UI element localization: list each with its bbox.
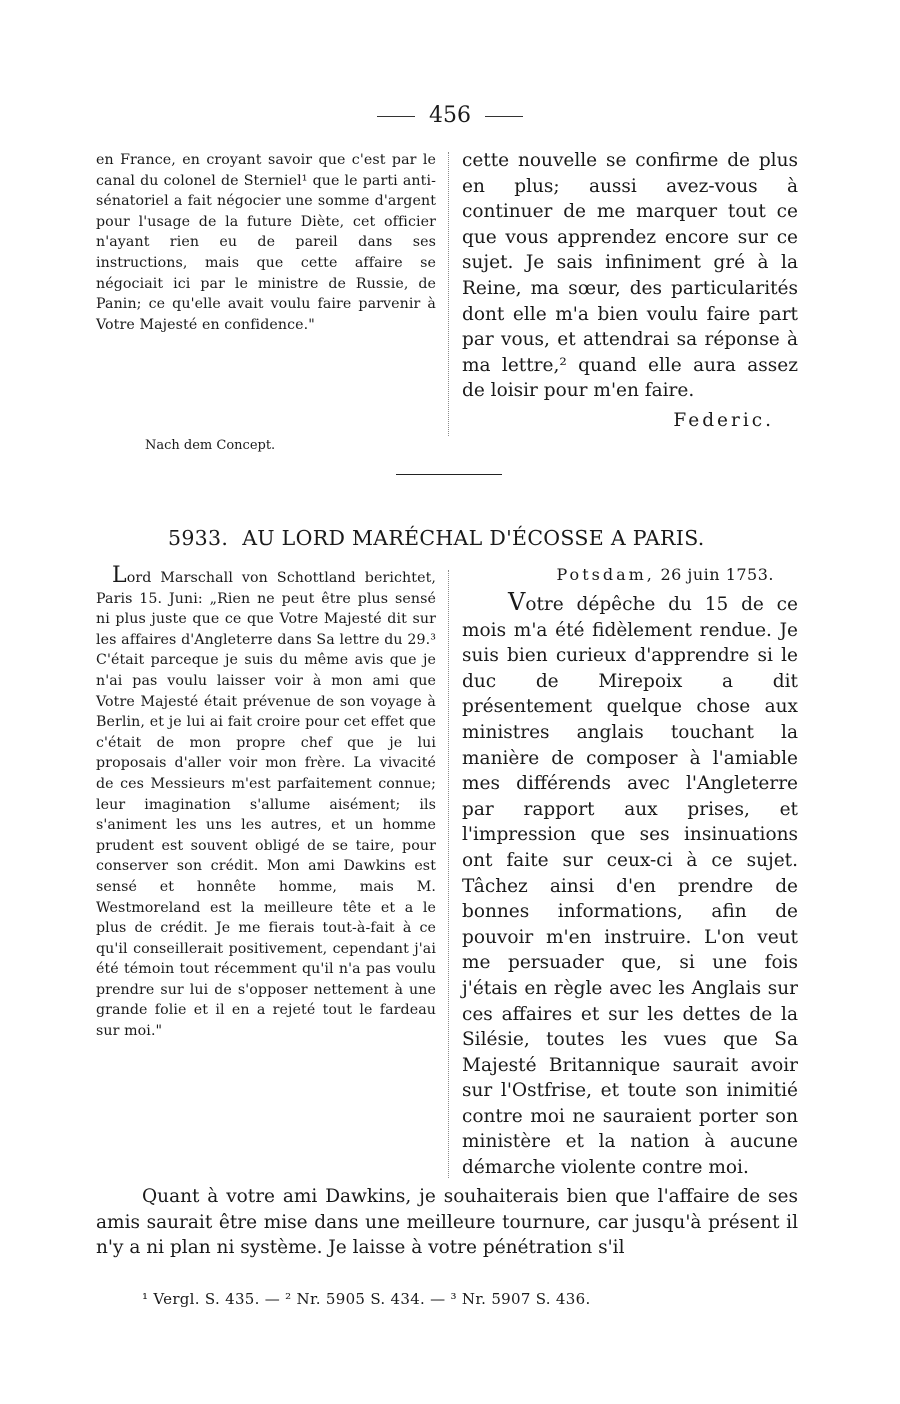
- letter-title: AU LORD MARÉCHAL D'ÉCOSSE A PARIS.: [242, 526, 705, 550]
- full-width-text: [96, 1184, 798, 1261]
- top-left-text: en France, en croyant savoir que c'est par le canal du colonel de Sterniel¹ que le parti anti-sénatoriel a fait négocier une somme d'argent pour l'usage de la future Diète, cet officier n'ayant rien eu de pareil dans ses instructions, mais que cette affaire se négociait ici par le ministre de Russie, de Panin; ce qu'elle avait voulu faire parvenir à Votre Majesté en confidence.": [96, 152, 436, 333]
- top-right-column: [462, 148, 798, 404]
- reply-paragraph: [462, 590, 798, 1181]
- report-column: [96, 563, 436, 1042]
- report-text: ord Marschall von Schottland berichtet, Paris 15. Juni: „Rien ne peut être plus sensé ni plus juste que ce que Votre Majesté dit sur les affaires d'Angleterre dans Sa lettre du 29.³ C'était parceque je suis du même avis que je n'ai pas voulu laisser voir à mon ami que Votre Majesté était prévenue de son voyage à Berlin, et je lui ai fait croire pour cet effet que c'était de mon propre chef que je lui proposais d'aller voir mon frère. La vivacité de ces Messieurs m'est parfaitement connue; leur imagination s'allume aisément; ils s'animent les uns les autres, et un homme prudent est souvent obligé de se taire, pour conserver son crédit. Mon ami Dawkins est sensé et honnête homme, mais M. Westmoreland est la meilleure tête et a le plus de crédit. Je me fierais tout-à-fait à ce qu'il conseillerait positivement, cependant j'ai été témoin tout récemment qu'il n'a pas voulu prendre sur lui de s'opposer nettement à une grande folie et il en a rejeté tout le fardeau sur moi.": [96, 570, 436, 1040]
- left-dash: [377, 116, 415, 117]
- dateline-date: 26 juin 1753.: [660, 565, 774, 584]
- page-number-line: [0, 103, 900, 128]
- concept-note: Nach dem Concept.: [145, 438, 276, 453]
- letter-column-divider: [448, 570, 449, 1178]
- dateline-place: Potsdam,: [556, 565, 655, 584]
- top-left-column: [96, 150, 436, 335]
- footnotes: ¹ Vergl. S. 435. — ² Nr. 5905 S. 434. — ³ Nr. 5907 S. 436.: [142, 1290, 591, 1308]
- report-paragraph: [96, 563, 436, 1042]
- letter-number: 5933.: [168, 526, 229, 550]
- top-column-divider: [448, 152, 449, 436]
- letter-heading: [168, 526, 705, 550]
- section-separator: [396, 474, 502, 475]
- reply-text: otre dépêche du 15 de ce mois m'a été fidèlement rendue. Je suis bien curieux d'apprendre si le duc de Mirepoix a dit présentement quelque chose aux ministres anglais touchant la manière de composer à l'amiable mes différends avec l'Angleterre par rapport aux prises, et l'impression que ses insinuations ont faite sur ceux-ci à ce sujet. Tâchez ainsi d'en prendre de bonnes informations, afin de pouvoir m'en instruire. L'on veut me persuader que, si une fois j'étais en règle avec les Anglais sur ces affaires et sur les dettes de la Silésie, toutes les vues que Sa Majesté Britannique saurait avoir sur l'Ostfrise, et toute son inimitié contre moi ne sauraient porter son ministère et la nation à aucune démarche violente contre moi.: [462, 594, 798, 1179]
- right-dash: [485, 116, 523, 117]
- page-number: 456: [429, 103, 471, 128]
- report-initial: L: [112, 563, 127, 588]
- dateline: [462, 565, 774, 584]
- reply-initial: V: [508, 588, 526, 616]
- reply-column: [462, 590, 798, 1181]
- top-right-text: cette nouvelle se confirme de plus en plus; aussi avez-vous à continuer de me marquer tout ce que vous apprendez encore sur ce sujet. Je sais infiniment gré à la Reine, ma sœur, des particularités dont elle m'a bien voulu faire part par vous, et attendrai sa réponse à ma lettre,² quand elle aura assez de loisir pour m'en faire.: [462, 150, 798, 402]
- signature: Federic.: [673, 410, 774, 431]
- full-width-paragraph: Quant à votre ami Dawkins, je souhaiterais bien que l'affaire de ses amis saurait être mise dans une meilleure tournure, car jusqu'à présent il n'y a ni plan ni système. Je laisse à votre pénétration s'il: [96, 1186, 798, 1259]
